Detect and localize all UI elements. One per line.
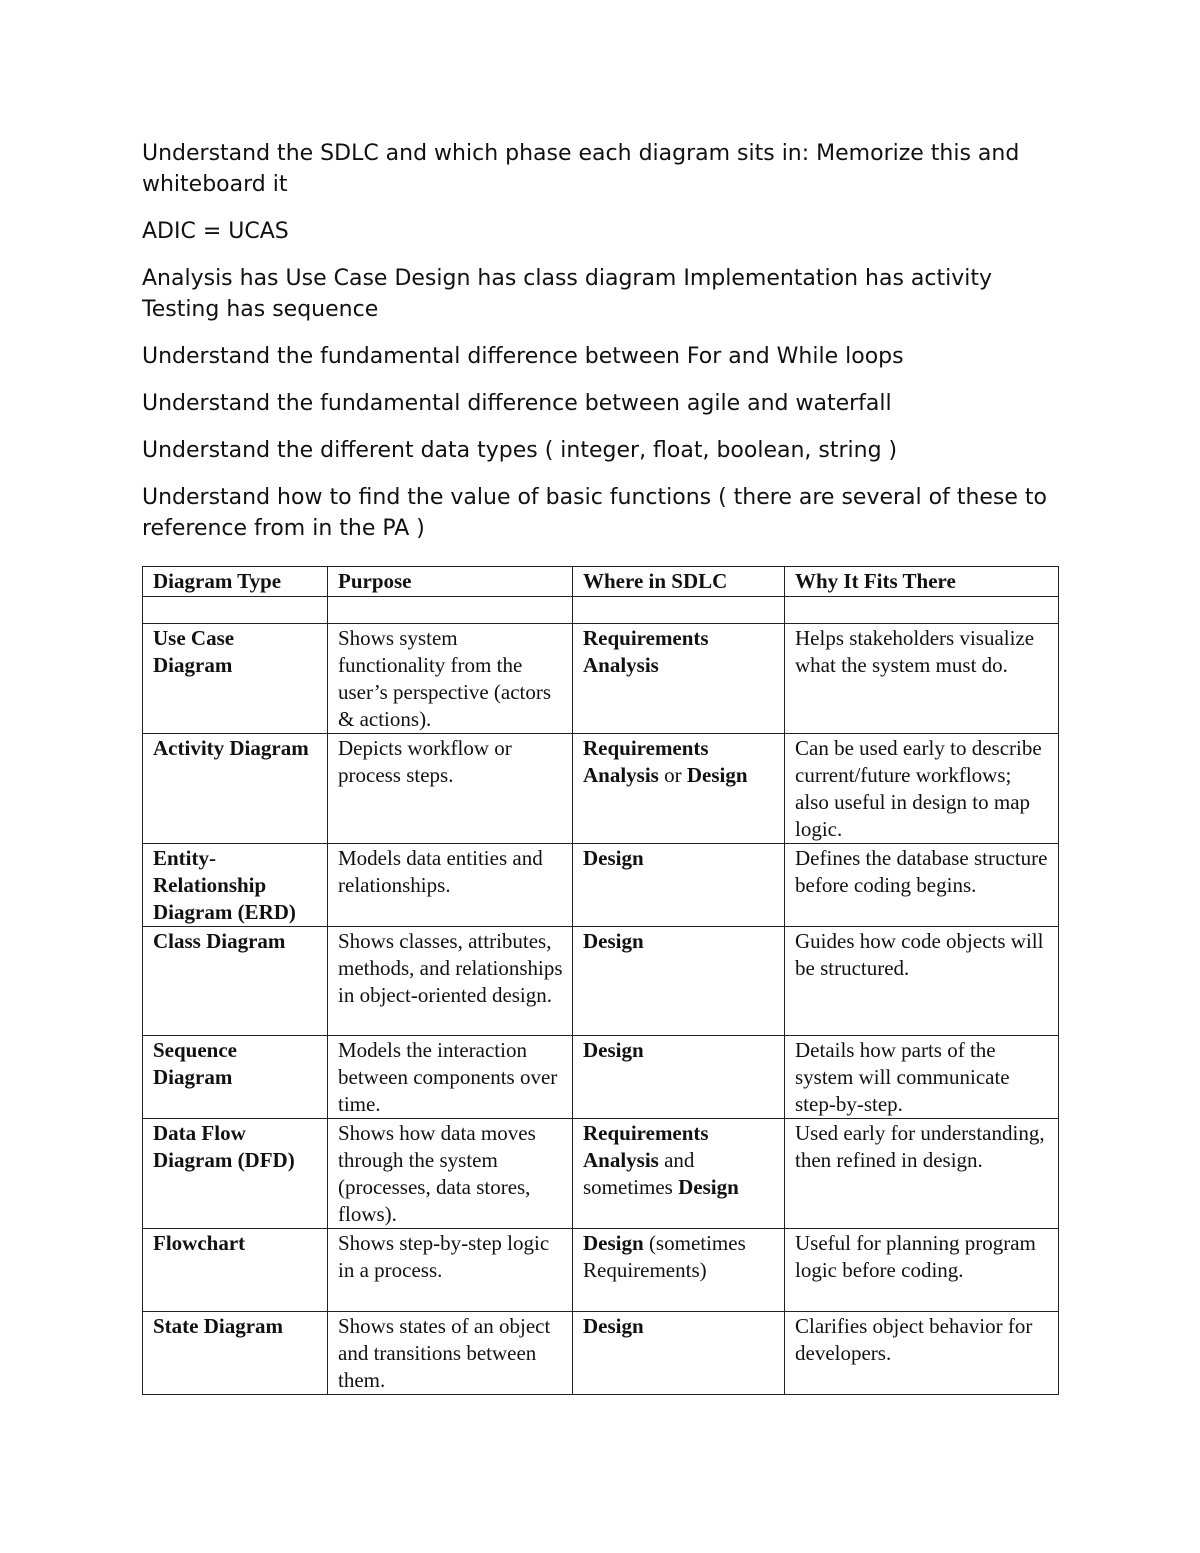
cell-why-it-fits: Helps stakeholders visualize what the system must do. — [785, 624, 1059, 734]
cell-purpose: Models the interaction between components over time. — [328, 1036, 573, 1119]
header-where-in-sdlc: Where in SDLC — [573, 567, 785, 597]
cell-diagram-type: Flowchart — [143, 1229, 328, 1312]
blank-cell — [328, 597, 573, 624]
sdlc-phase: Requirements Analysis — [583, 736, 709, 787]
table-body — [143, 597, 1059, 1395]
cell-where-in-sdlc — [573, 624, 785, 734]
note-basic-functions: Understand how to find the value of basic functions ( there are several of these to reference from in the PA ) — [142, 485, 1048, 541]
cell-purpose: Shows how data moves through the system (processes, data stores, flows). — [328, 1119, 573, 1229]
table-row — [143, 844, 1059, 927]
cell-where-in-sdlc — [573, 734, 785, 844]
sdlc-phase: Design — [686, 763, 748, 787]
sdlc-phase: Design — [583, 1038, 644, 1062]
cell-purpose: Shows classes, attributes, methods, and relationships in object-oriented design. — [328, 927, 573, 1036]
table-row — [143, 1119, 1059, 1229]
cell-diagram-type: Sequence Diagram — [143, 1036, 328, 1119]
table-row — [143, 1312, 1059, 1395]
cell-diagram-type: Use Case Diagram — [143, 624, 328, 734]
cell-where-in-sdlc — [573, 927, 785, 1036]
cell-purpose: Shows system functionality from the user’s perspective (actors & actions). — [328, 624, 573, 734]
blank-cell — [573, 597, 785, 624]
table-row — [143, 1229, 1059, 1312]
sdlc-phase-connector: and sometimes — [583, 1148, 695, 1199]
cell-where-in-sdlc — [573, 844, 785, 927]
sdlc-phase: Design — [583, 1231, 644, 1255]
sdlc-phase: Requirements Analysis — [583, 1121, 709, 1172]
sdlc-phase: Design — [583, 846, 644, 870]
table-header-row — [143, 567, 1059, 597]
cell-diagram-type: State Diagram — [143, 1312, 328, 1395]
cell-why-it-fits: Clarifies object behavior for developers. — [785, 1312, 1059, 1395]
table-row — [143, 624, 1059, 734]
cell-why-it-fits: Defines the database structure before coding begins. — [785, 844, 1059, 927]
cell-why-it-fits: Details how parts of the system will communicate step-by-step. — [785, 1036, 1059, 1119]
cell-why-it-fits: Guides how code objects will be structured. — [785, 927, 1059, 1036]
blank-row — [143, 597, 1059, 624]
sdlc-phase: Design — [583, 929, 644, 953]
note-agile-waterfall: Understand the fundamental difference between agile and waterfall — [142, 391, 892, 416]
header-purpose: Purpose — [328, 567, 573, 597]
cell-purpose: Shows step-by-step logic in a process. — [328, 1229, 573, 1312]
sdlc-phase: Design — [678, 1175, 739, 1199]
cell-purpose: Depicts workflow or process steps. — [328, 734, 573, 844]
header-why-it-fits: Why It Fits There — [785, 567, 1059, 597]
cell-purpose: Shows states of an object and transitions between them. — [328, 1312, 573, 1395]
cell-why-it-fits: Useful for planning program logic before coding. — [785, 1229, 1059, 1312]
sdlc-phase-connector: (sometimes Requirements) — [583, 1231, 746, 1282]
study-notes — [142, 138, 1058, 560]
blank-cell — [785, 597, 1059, 624]
note-data-types: Understand the different data types ( integer, float, boolean, string ) — [142, 438, 898, 463]
note-mnemonic: ADIC = UCAS — [142, 219, 289, 244]
table-row — [143, 734, 1059, 844]
note-phase-diagrams: Analysis has Use Case Design has class diagram Implementation has activity Testing has sequence — [142, 266, 993, 322]
cell-diagram-type: Activity Diagram — [143, 734, 328, 844]
sdlc-phase: Design — [583, 1314, 644, 1338]
cell-purpose: Models data entities and relationships. — [328, 844, 573, 927]
cell-where-in-sdlc — [573, 1312, 785, 1395]
table-row — [143, 927, 1059, 1036]
cell-why-it-fits: Used early for understanding, then refined in design. — [785, 1119, 1059, 1229]
blank-cell — [143, 597, 328, 624]
header-diagram-type: Diagram Type — [143, 567, 328, 597]
cell-diagram-type: Class Diagram — [143, 927, 328, 1036]
cell-where-in-sdlc — [573, 1119, 785, 1229]
cell-diagram-type: Entity-Relationship Diagram (ERD) — [143, 844, 328, 927]
cell-where-in-sdlc — [573, 1229, 785, 1312]
sdlc-diagram-table — [142, 566, 1059, 1395]
sdlc-phase: Requirements Analysis — [583, 626, 709, 677]
note-loops: Understand the fundamental difference between For and While loops — [142, 344, 904, 369]
table-row — [143, 1036, 1059, 1119]
sdlc-phase-connector: or — [658, 763, 687, 787]
cell-where-in-sdlc — [573, 1036, 785, 1119]
cell-diagram-type: Data Flow Diagram (DFD) — [143, 1119, 328, 1229]
note-sdlc-phases: Understand the SDLC and which phase each diagram sits in: Memorize this and whiteboard it — [142, 141, 1020, 197]
cell-why-it-fits: Can be used early to describe current/future workflows; also useful in design to map logic. — [785, 734, 1059, 844]
